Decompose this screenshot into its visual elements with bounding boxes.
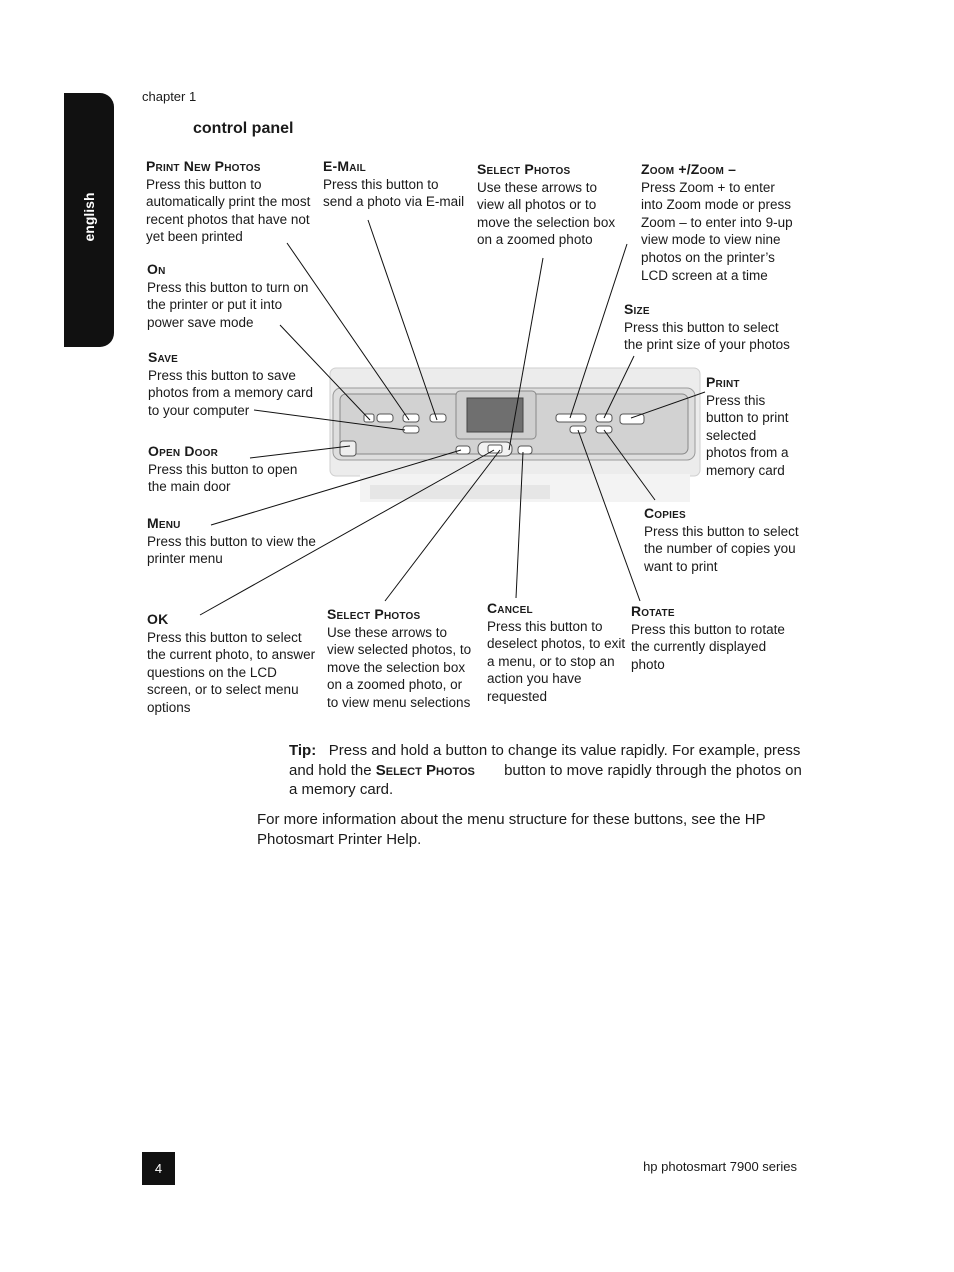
callout-description: Press this button to rotate the currently displayed photo: [631, 621, 785, 672]
callout-description: Press this button to open the main door: [148, 461, 298, 495]
callout-open-door: [148, 443, 318, 496]
more-info-paragraph: For more information about the menu structure for these buttons, see the HP Photosmart Printer Help.: [257, 811, 766, 848]
callout-description: Press this button to view the printer menu: [147, 533, 316, 567]
callout-save: [148, 349, 318, 419]
callout-description: Press this button to save photos from a memory card to your computer: [148, 367, 314, 418]
callout-title: Print New Photos: [146, 158, 261, 174]
callout-ok: [147, 611, 317, 717]
callout-title: Open Door: [148, 443, 219, 459]
tip-button-name: Select Photos: [375, 761, 475, 779]
callout-description: Press this button to select the print size of your photos: [624, 319, 790, 353]
callout-description: Press this button to turn on the printer or put it into power save mode: [147, 279, 309, 330]
callout-copies: [644, 505, 804, 575]
callout-size: [624, 301, 799, 354]
callout-title: OK: [147, 611, 169, 627]
callout-title: Save: [148, 349, 178, 365]
control-panel-image: [330, 368, 700, 502]
chapter-label: chapter 1: [142, 89, 197, 104]
callout-description: Use these arrows to view all photos or to move the selection box on a zoomed photo: [477, 179, 616, 248]
callout-print-new-photos: [146, 158, 316, 246]
callout-menu: [147, 515, 317, 568]
callout-email: [323, 158, 468, 211]
callout-title: Size: [624, 301, 650, 317]
callout-select-photos-top: [477, 161, 627, 249]
footer-product-name: hp photosmart 7900 series: [643, 1159, 797, 1174]
callout-description: Press this button to select the number of copies you want to print: [644, 523, 799, 574]
callout-title: Copies: [644, 505, 686, 521]
callout-description: Press this button to automatically print the most recent photos that have not yet been printed: [146, 176, 311, 245]
tip-text-before: Press and hold a button to change its value rapidly. For example, press and hold the: [289, 742, 801, 779]
callout-select-photos-bottom: [327, 606, 477, 712]
callout-print: [706, 374, 798, 480]
language-side-tab: [64, 93, 114, 347]
callout-description: Press this button to deselect photos, to exit a menu, or to stop an action you have requested: [487, 618, 626, 704]
callout-title: Rotate: [631, 603, 675, 619]
page-number: 4: [142, 1152, 175, 1185]
callout-description: Press this button to print selected photos from a memory card: [706, 392, 789, 478]
tip-text-after: button to move rapidly through the photos on a memory card.: [289, 761, 802, 798]
callout-title: Menu: [147, 515, 181, 531]
callout-description: Press Zoom + to enter into Zoom mode or press Zoom – to enter into 9-up view mode to view nine photos on the printer’s LCD screen at a time: [641, 179, 793, 283]
callout-title: Print: [706, 374, 740, 390]
section-title: control panel: [193, 120, 294, 137]
callout-title: Select Photos: [477, 161, 571, 177]
callout-description: Press this button to send a photo via E-mail: [323, 176, 465, 210]
callout-title: Select Photos: [327, 606, 421, 622]
callout-description: Use these arrows to view selected photos, to move the selection box on a zoomed photo, or to view menu selections: [327, 624, 472, 710]
callout-cancel: [487, 600, 627, 706]
tip-paragraph: [289, 741, 809, 800]
callout-title: E-Mail: [323, 158, 366, 174]
callout-title: Cancel: [487, 600, 533, 616]
callout-zoom: [641, 161, 796, 284]
side-tab-label: english: [81, 192, 97, 242]
callout-description: Press this button to select the current photo, to answer questions on the LCD screen, or to select menu options: [147, 629, 316, 715]
callout-title: Zoom +/Zoom –: [641, 161, 737, 177]
callout-title: On: [147, 261, 166, 277]
tip-label: Tip:: [289, 742, 317, 759]
callout-rotate: [631, 603, 796, 673]
callout-on: [147, 261, 312, 331]
